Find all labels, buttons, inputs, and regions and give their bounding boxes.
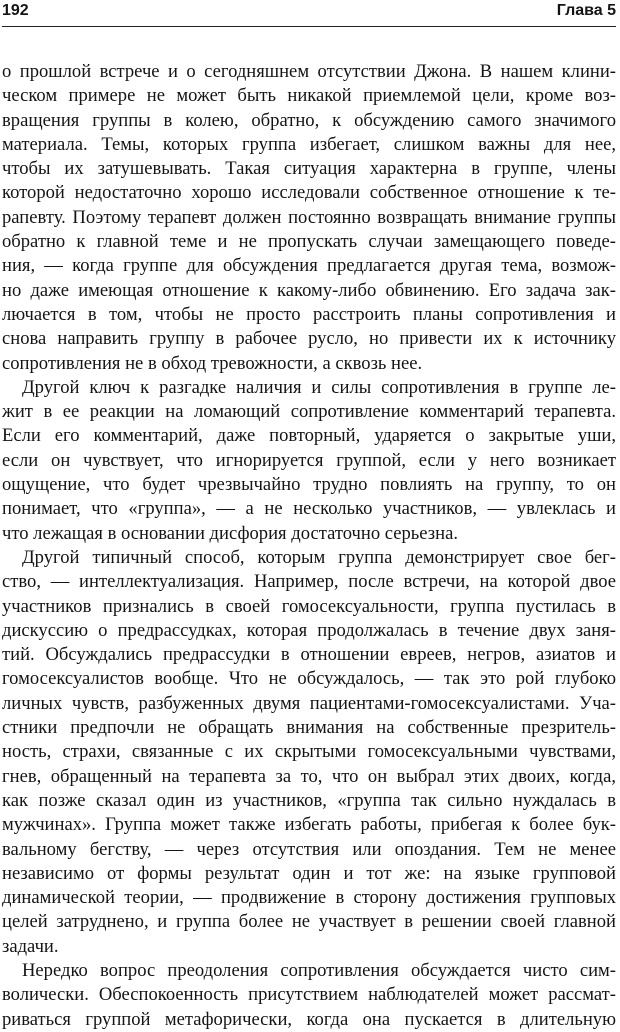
text-line: Другой ключ к разгадке наличия и силы сопротивления в группе ле- (22, 376, 616, 398)
running-header (2, 0, 616, 27)
text-line: сопротивления не в обход тревожности, а сквозь нее. (2, 352, 423, 374)
text-line: снова направить группу в рабочее русло, но привести их к источнику (2, 328, 616, 350)
text-line: Другой типичный способ, которым группа демонстрирует свое бег- (22, 546, 616, 568)
text-line: но даже имеющая отношение к какому-либо обвинению. Его задача зак- (2, 279, 616, 301)
text-line: вращения группы в колею, обратно, к обсуждению самого значимого (2, 109, 616, 131)
text-line: обратно к главной теме и не пропускать случаи замещающего поведе- (2, 231, 616, 253)
text-line: задачи. (2, 935, 59, 957)
page-number: 192 (2, 2, 29, 19)
text-line: ство, — интеллектуализация. Например, после встречи, на которой двое (2, 571, 616, 593)
text-line: ность, страхи, связанные с их скрытыми гомосексуальными чувствами, (2, 741, 616, 763)
text-line: как позже сказал один из участников, «группа так сильно нуждалась в (2, 789, 616, 811)
text-line: если он чувствует, что игнорируется группой, если у него возникает (2, 449, 616, 471)
text-line: волически. Обеспокоенность присутствием наблюдателей может рассмат- (2, 984, 616, 1006)
text-line: независимо от формы результат один и тот же: на языке групповой (2, 862, 616, 884)
text-line: ния, — когда группе для обсуждения предлагается другая тема, возмож- (2, 255, 616, 277)
text-line: о прошлой встрече и о сегодняшнем отсутствии Джона. В нашем клини- (2, 61, 616, 82)
text-line: вальному бегству, — через отсутствия или опоздания. Тем не менее (2, 838, 616, 860)
text-line: рапевту. Поэтому терапевт должен постоянно возвращать внимание группы (2, 206, 616, 228)
text-line: гомосексуалистов вообще. Что не обсуждалось, — так это рой глубоко (2, 668, 616, 690)
chapter-title: Глава 5 (556, 2, 616, 19)
text-line: целей затруднено, и группа более не участвует в решении своей главной (2, 911, 616, 933)
text-line: личных чувств, разбуженных двумя пациентами-гомосексуалистами. Уча- (2, 692, 616, 714)
text-line: понимает, что «группа», — а не несколько участников, — увлеклась и (2, 498, 616, 520)
text-line: Нередко вопрос преодоления сопротивления обсуждается чисто сим- (22, 959, 616, 981)
text-line: Если его комментарий, даже повторный, ударяется о закрытые уши, (2, 425, 616, 447)
text-line: что лежащая в основании дисфория достаточно серьезна. (2, 522, 458, 544)
text-line: ощущение, что будет чрезвычайно трудно повлиять на группу, то он (2, 474, 616, 496)
text-line: которой недостаточно хорошо исследовали собственное отношение к те- (2, 182, 616, 204)
text-line: динамической теории, — продвижение в сторону достижения групповых (2, 887, 616, 909)
body-text (2, 60, 616, 1032)
text-line: лючается в том, чтобы не просто расстроить планы сопротивления и (2, 303, 616, 325)
text-line: участников признались в своей гомосексуальности, группа пустилась в (2, 595, 616, 617)
text-line: жит в ее реакции на ломающий сопротивление комментарий терапевта. (2, 401, 616, 423)
text-line: стники предпочли не обращать внимания на собственные презритель- (2, 717, 616, 739)
text-line: риваться группой метафорически, когда она пускается в длительную (2, 1008, 616, 1030)
text-line: тий. Обсуждались предрассудки в отношении евреев, негров, азиатов и (2, 644, 616, 666)
text-line: дискуссию о предрассудках, которая продолжалась в течение двух заня- (2, 619, 616, 641)
text-line: мужчинах». Группа может также избегать работы, прибегая к более бук- (2, 814, 616, 836)
text-line: ческом примере не может быть никакой приемлемой цели, кроме воз- (2, 85, 616, 107)
text-line: чтобы их затушевывать. Такая ситуация характерна в группе, члены (2, 158, 616, 180)
text-line: гнев, обращенный на терапевта за то, что он выбрал этих двоих, когда, (2, 765, 616, 787)
text-line: материала. Темы, которых группа избегает, слишком важны для нее, (2, 133, 616, 155)
